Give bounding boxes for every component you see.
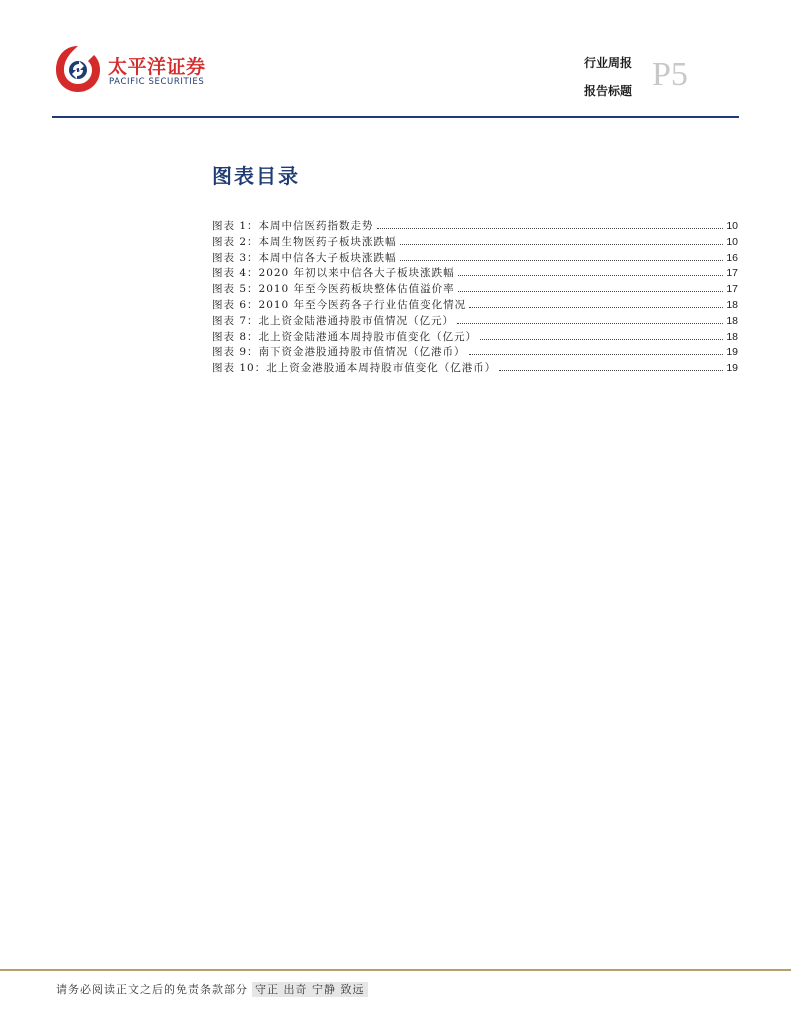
- toc-entry-label: 图表 5：2010 年至今医药板块整体估值溢价率: [212, 283, 455, 296]
- toc-entry-page: 18: [726, 330, 738, 343]
- toc-leader-dots: [480, 331, 723, 340]
- logo-name-cn: 太平洋证券: [108, 56, 206, 78]
- toc-entry[interactable]: [212, 344, 738, 360]
- report-type: 行业周报: [584, 56, 633, 70]
- footer: [56, 981, 368, 997]
- toc-leader-dots: [458, 283, 724, 292]
- toc-entry[interactable]: [212, 313, 738, 329]
- toc-entry-page: 17: [726, 283, 738, 296]
- toc-entry-label: 图表 8：北上资金陆港通本周持股市值变化（亿元）: [212, 330, 478, 343]
- company-logo: [52, 42, 222, 94]
- footer-disclaimer: 请务必阅读正文之后的免责条款部分: [56, 983, 248, 996]
- toc-leader-dots: [499, 362, 723, 371]
- toc-entry-page: 18: [726, 314, 738, 327]
- toc-leader-dots: [400, 252, 724, 261]
- toc-entry[interactable]: [212, 297, 738, 313]
- toc-entry-label: 图表 4：2020 年初以来中信各大子板块涨跌幅: [212, 267, 455, 280]
- toc-entry-label: 图表 7：北上资金陆港通持股市值情况（亿元）: [212, 314, 455, 327]
- toc-leader-dots: [377, 220, 724, 229]
- toc-entry-page: 19: [726, 362, 738, 375]
- toc-entry-page: 17: [726, 267, 738, 280]
- toc-leader-dots: [400, 236, 724, 245]
- toc-entry[interactable]: [212, 329, 738, 345]
- header-divider: [52, 116, 739, 118]
- figure-index-list: [212, 218, 738, 376]
- toc-leader-dots: [469, 346, 724, 355]
- toc-entry-label: 图表 3：本周中信各大子板块涨跌幅: [212, 251, 397, 264]
- footer-divider: [0, 969, 791, 971]
- toc-leader-dots: [457, 315, 723, 324]
- toc-entry-label: 图表 9：南下资金港股通持股市值情况（亿港币）: [212, 346, 466, 359]
- section-title: 图表目录: [212, 164, 300, 188]
- toc-entry-page: 16: [726, 251, 738, 264]
- page-number: P5: [652, 56, 688, 93]
- toc-entry-page: 19: [726, 346, 738, 359]
- toc-leader-dots: [469, 299, 723, 308]
- toc-entry[interactable]: [212, 281, 738, 297]
- toc-entry[interactable]: [212, 265, 738, 281]
- toc-entry-label: 图表 1：本周中信医药指数走势: [212, 220, 374, 232]
- toc-entry-page: 10: [726, 220, 738, 232]
- toc-entry-label: 图表 10：北上资金港股通本周持股市值变化（亿港币）: [212, 362, 497, 375]
- pacific-securities-logo-icon: [52, 42, 104, 94]
- toc-leader-dots: [458, 267, 724, 276]
- toc-entry-label: 图表 6：2010 年至今医药各子行业估值变化情况: [212, 298, 467, 311]
- toc-entry[interactable]: [212, 218, 738, 234]
- toc-entry[interactable]: [212, 360, 738, 376]
- logo-name-en: PACIFIC SECURITIES: [109, 77, 205, 87]
- footer-motto: 守正 出奇 宁静 致远: [252, 982, 368, 997]
- toc-entry-page: 10: [726, 235, 738, 248]
- toc-entry-page: 18: [726, 298, 738, 311]
- toc-entry[interactable]: [212, 250, 738, 266]
- report-title: 报告标题: [584, 84, 633, 98]
- toc-entry-label: 图表 2：本周生物医药子板块涨跌幅: [212, 235, 397, 248]
- toc-entry[interactable]: [212, 234, 738, 250]
